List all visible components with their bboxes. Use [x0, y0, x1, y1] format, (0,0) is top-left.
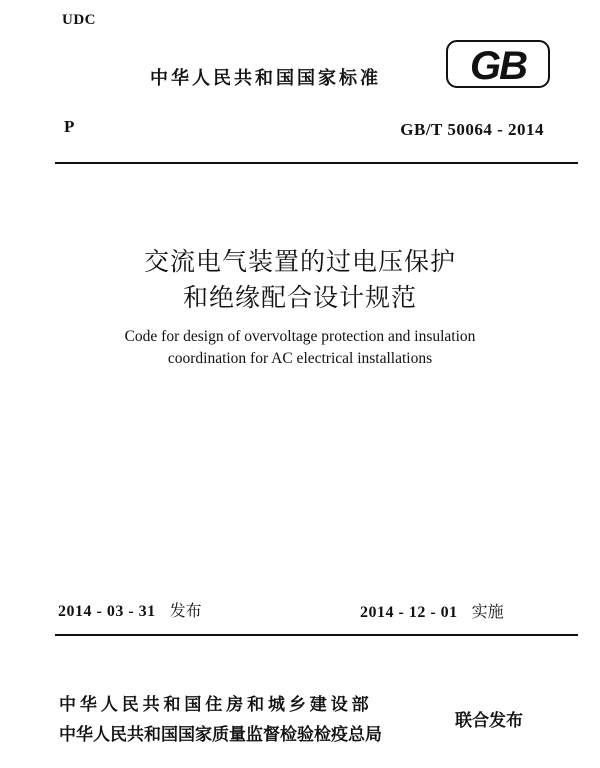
category-code: P: [64, 117, 75, 136]
implement-label: 实施: [471, 602, 504, 621]
standard-number: GB/T 50064 - 2014: [400, 120, 544, 139]
implement-date: 2014 - 12 - 01: [360, 604, 458, 621]
issue-label: 发布: [169, 601, 202, 620]
implement-info: [360, 599, 504, 622]
udc-label: UDC: [62, 12, 96, 28]
issue-date: 2014 - 03 - 31: [58, 603, 156, 620]
publisher-line1: 中华人民共和国住房和城乡建设部: [59, 695, 373, 715]
joint-publish-label: 联合发布: [455, 711, 523, 731]
issue-info: [58, 598, 202, 621]
publisher-line2: 中华人民共和国国家质量监督检验检疫总局: [59, 725, 382, 745]
title-en-line2: coordination for AC electrical installations: [167, 350, 433, 367]
title-en-line1: Code for design of overvoltage protection and insulation: [124, 328, 476, 345]
title-cn-line1: 交流电气装置的过电压保护: [143, 247, 456, 276]
bottom-divider: [55, 634, 578, 636]
top-divider: [55, 162, 578, 164]
gb-logo: [446, 40, 550, 88]
title-cn-line2: 和绝缘配合设计规范: [182, 283, 417, 312]
gb-logo-text: GB: [470, 44, 526, 88]
national-standard-heading: 中华人民共和国国家标准: [150, 68, 381, 89]
